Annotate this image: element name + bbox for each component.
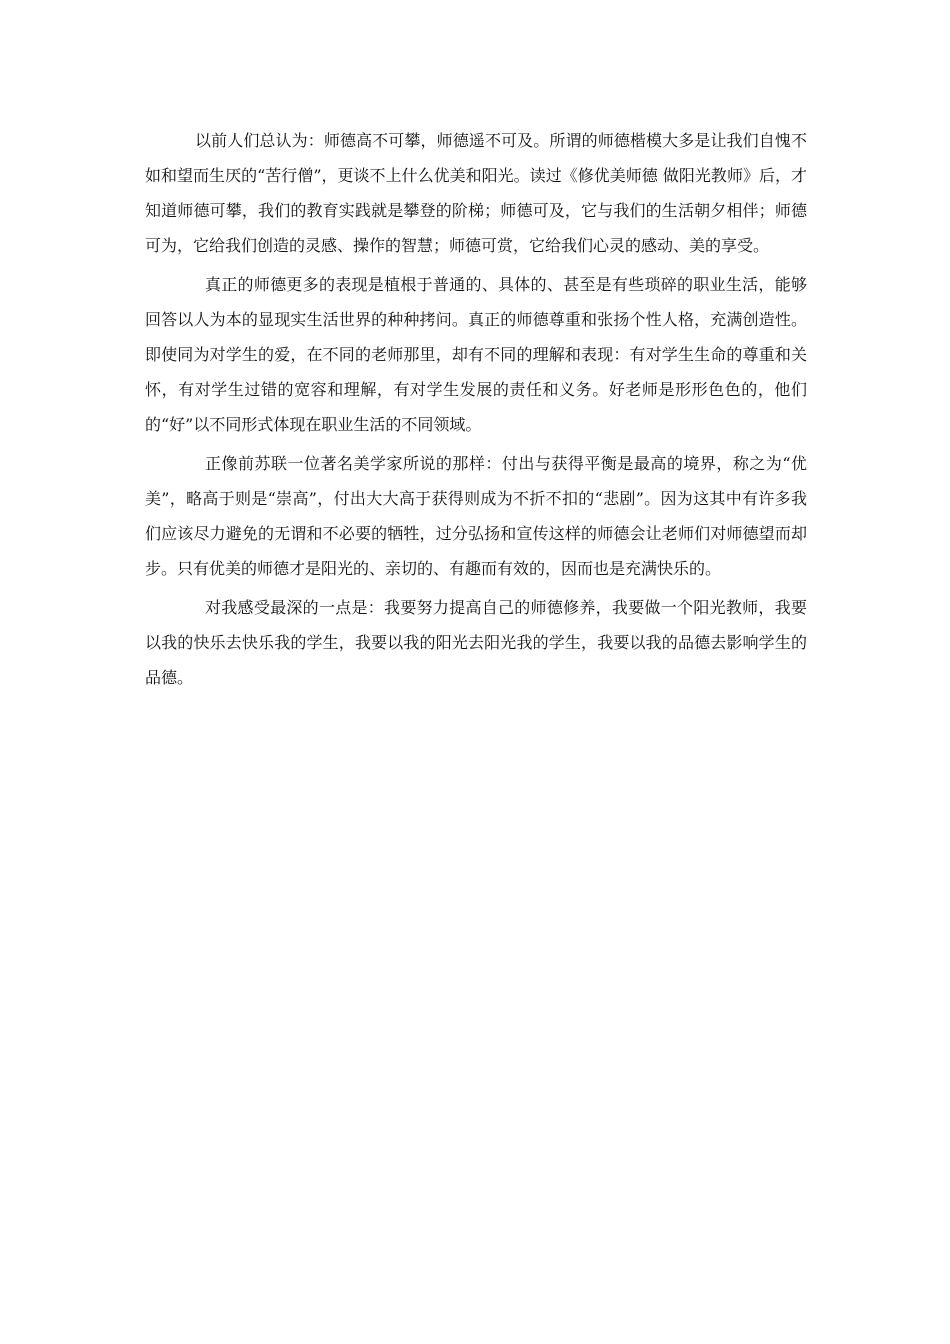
paragraph-2: 真正的师德更多的表现是植根于普通的、具体的、甚至是有些琐碎的职业生活，能够回答以人为本的显现实生活世界的种种拷问。真正的师德尊重和张扬个性人格，充满创造性。即使同为对学生的爱，在不同的老师那里，却有不同的理解和表现：有对学生生命的尊重和关怀，有对学生过错的宽容和理解，有对学生发展的责任和义务。好老师是形形色色的，他们的“好”以不同形式体现在职业生活的不同领域。: [145, 275, 807, 434]
paragraph-4: 对我感受最深的一点是：我要努力提高自己的师德修养，我要做一个阳光教师，我要以我的快乐去快乐我的学生，我要以我的阳光去阳光我的学生，我要以我的品德去影响学生的品德。: [145, 598, 807, 687]
paragraph-3: 正像前苏联一位著名美学家所说的那样：付出与获得平衡是最高的境界，称之为“优美”，略高于则是“崇高”，付出大大高于获得则成为不折不扣的“悲剧”。因为这其中有许多我们应该尽力避免的无谓和不必要的牺牲，过分弘扬和宣传这样的师德会让老师们对师德望而却步。只有优美的师德才是阳光的、亲切的、有趣而有效的，因而也是充满快乐的。: [145, 454, 807, 578]
document-body: [145, 123, 807, 695]
paragraph-1: 以前人们总认为：师德高不可攀，师德遥不可及。所谓的师德楷模大多是让我们自愧不如和望而生厌的“苦行僧”，更谈不上什么优美和阳光。读过《修优美师德 做阳光教师》后，才知道师德可攀，我们的教育实践就是攀登的阶梯；师德可及，它与我们的生活朝夕相伴；师德可为，它给我们创造的灵感、操作的智慧；师德可赏，它给我们心灵的感动、美的享受。: [145, 131, 807, 255]
